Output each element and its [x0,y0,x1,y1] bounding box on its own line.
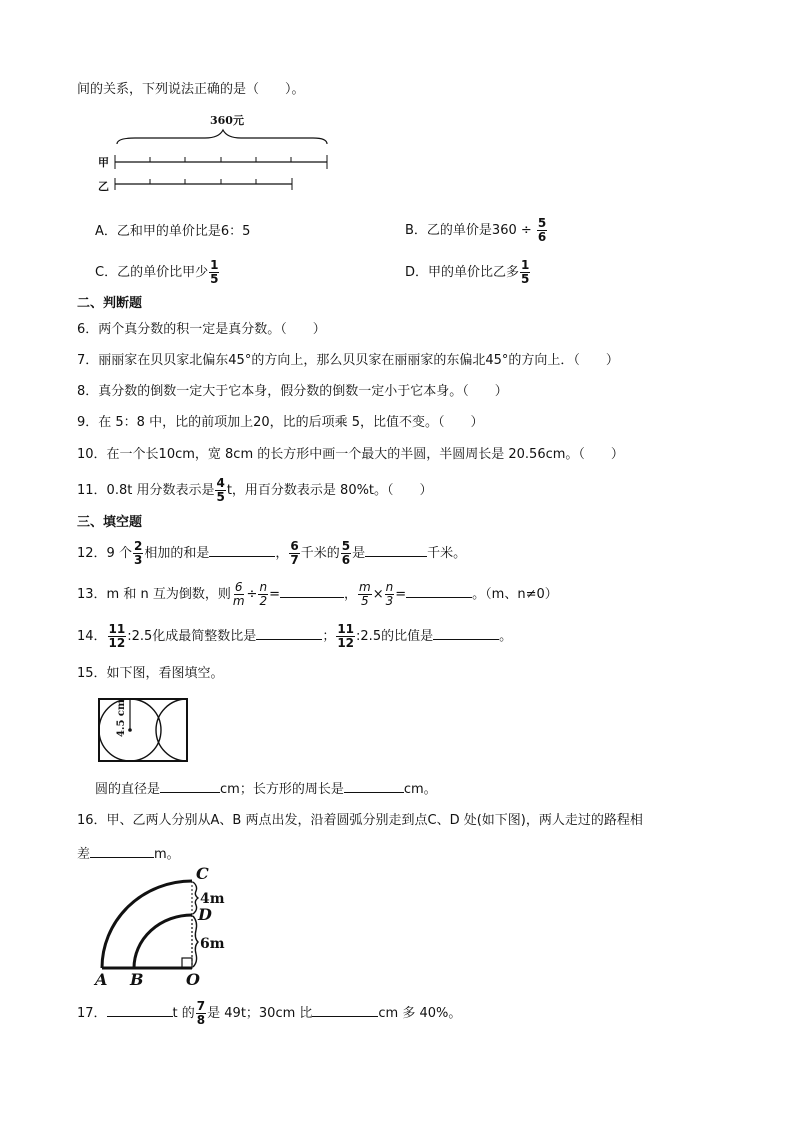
numerator: 7 [196,999,206,1013]
q12-answer-blank-2[interactable] [365,542,427,557]
q5-option-a: A．乙和甲的单价比是6：5 [95,224,251,239]
numerator: 5 [341,539,351,553]
numerator: 2 [133,539,143,553]
q16-point-d: D [198,905,212,924]
q13-text-pre: 13．m 和 n 互为倒数，则 [77,587,231,602]
denominator: 5 [521,272,530,286]
q17-text-pre: 17． [77,1006,107,1021]
q15-text-mid: cm；长方形的周长是 [220,782,344,797]
q16-text-pre: 差 [77,847,91,862]
q5-option-d [405,255,531,291]
q5-jia-label: 甲 [98,156,109,169]
q5-option-b [405,213,548,249]
q12-fraction-3 [341,540,351,567]
q15-answer-blank-2[interactable] [344,778,404,793]
question-16-line-2 [77,843,180,865]
q12-separator: ， [275,546,289,561]
denominator: 5 [361,594,369,608]
q12-fraction-1 [133,540,143,567]
denominator: 5 [216,490,225,504]
numerator: 1 [521,258,530,272]
denominator: 12 [337,636,355,650]
q15-fill-line [95,778,437,800]
denominator: 7 [290,553,299,567]
q13-operator-divide: ÷ [246,587,258,602]
q5-yi-label: 乙 [98,180,109,193]
q16-length-6m: 6m [200,936,225,952]
question-16-line-1: 16．甲、乙两人分别从A、B 两点出发，沿着圆弧分别走到点C、D 处(如下图)，两人走过的路程相 [77,813,643,828]
q12-text-pre: 12．9 个 [77,546,132,561]
q12-fraction-2 [289,540,299,567]
q13-separator: ， [344,587,358,602]
q13-fraction-b [258,581,268,608]
q5-option-d-fraction [520,259,530,286]
q14-answer-blank-1[interactable] [256,625,322,640]
q13-answer-blank-1[interactable] [280,583,344,598]
denominator: 6 [537,230,547,244]
q17-fraction [196,1000,206,1027]
numerator: 11 [337,622,355,636]
q5-option-c [95,255,220,291]
q17-answer-blank-1[interactable] [107,1002,173,1017]
q12-text-mid3: 是 [352,546,366,561]
q17-text-3: cm 多 40%。 [378,1006,462,1021]
q16-length-4m: 4m [200,891,225,907]
numerator: m [359,580,371,594]
numerator: 6 [290,539,299,553]
q17-text-2: 是 49t；30cm 比 [207,1006,313,1021]
question-13 [77,576,558,614]
section-title-judgment: 二、判断题 [77,296,143,311]
numerator: 11 [108,622,126,636]
q12-text-post: 千米。 [427,546,467,561]
q13-fraction-a [232,581,246,608]
q14-fraction-2 [336,623,355,650]
q14-text-3: :2.5的比值是 [356,629,434,644]
q13-equals-1: = [269,587,280,602]
q5-total-label: 360元 [210,114,244,127]
numerator: n [385,580,394,594]
q5-option-d-text: D．甲的单价比乙多 [405,265,520,280]
question-6: 6．两个真分数的积一定是真分数。（ ） [77,322,326,337]
q16-quarter-arcs-figure [92,864,242,988]
q11-fraction [215,477,225,504]
denominator: m [232,594,245,608]
q5-option-c-fraction [209,259,219,286]
q5-segment-diagram [95,110,345,195]
q16-point-c: C [196,864,209,883]
q13-answer-blank-2[interactable] [406,583,472,598]
q14-fraction-1 [108,623,127,650]
q15-rectangle-circle-figure [97,697,189,763]
q15-text-pre: 圆的直径是 [95,782,161,797]
numerator: 1 [210,258,219,272]
q13-operator-times: × [372,587,384,602]
q15-text-post: cm。 [403,782,437,797]
q5-stem: 间的关系，下列说法正确的是（ ）。 [77,82,305,97]
numerator: 6 [234,580,243,594]
q15-length-label: 4.5 cm [116,699,127,737]
q17-answer-blank-2[interactable] [312,1002,378,1017]
q16-text-post: m。 [154,847,180,862]
denominator: 6 [341,553,351,567]
denominator: 3 [133,553,143,567]
denominator: 12 [108,636,126,650]
q13-text-post: 。（m、n≠0） [472,587,558,602]
question-11 [77,473,433,509]
q13-fraction-d [385,581,395,608]
denominator: 3 [385,594,394,608]
denominator: 2 [259,594,268,608]
q14-answer-blank-2[interactable] [433,625,499,640]
q5-option-b-text: B．乙的单价是360 ÷ [405,223,532,238]
numerator: 4 [216,476,225,490]
q14-text-4: 。 [499,629,513,644]
q14-text-pre: 14． [77,629,107,644]
numerator: 5 [537,216,547,230]
section-title-fill: 三、填空题 [77,515,143,530]
question-17 [77,995,461,1033]
q17-text-1: t 的 [172,1006,195,1021]
q14-text-2: ； [322,629,336,644]
question-12 [77,535,466,573]
q16-point-a: A [95,970,108,988]
q13-equals-2: = [395,587,407,602]
q16-point-o: O [186,970,200,988]
q11-text-post: t，用百分数表示是 80%t。（ ） [226,483,433,498]
q15-answer-blank-1[interactable] [160,778,220,793]
denominator: 5 [210,272,219,286]
q5-option-c-text: C．乙的单价比甲少 [95,265,209,280]
q11-text-pre: 11．0.8t 用分数表示是 [77,483,215,498]
question-15: 15．如下图，看图填空。 [77,666,224,681]
q5-option-b-fraction [537,217,547,244]
q14-text-1: :2.5化成最简整数比是 [127,629,257,644]
question-7: 7．丽丽家在贝贝家北偏东45°的方向上，那么贝贝家在丽丽家的东偏北45°的方向上．（ ） [77,353,619,368]
q12-text-mid2: 千米的 [300,546,340,561]
q12-text-mid1: 相加的和是 [144,546,210,561]
denominator: 8 [196,1013,206,1027]
q16-point-b: B [130,970,144,988]
numerator: n [259,580,268,594]
q13-fraction-c [358,581,372,608]
question-8: 8．真分数的倒数一定大于它本身，假分数的倒数一定小于它本身。（ ） [77,384,508,399]
q12-answer-blank-1[interactable] [209,542,275,557]
question-10: 10．在一个长10cm，宽 8cm 的长方形中画一个最大的半圆，半圆周长是 20.56cm。（ ） [77,447,624,462]
question-9: 9．在 5：8 中，比的前项加上20，比的后项乘 5，比值不变。（ ） [77,415,484,430]
question-14 [77,618,512,656]
q16-answer-blank[interactable] [90,843,154,858]
